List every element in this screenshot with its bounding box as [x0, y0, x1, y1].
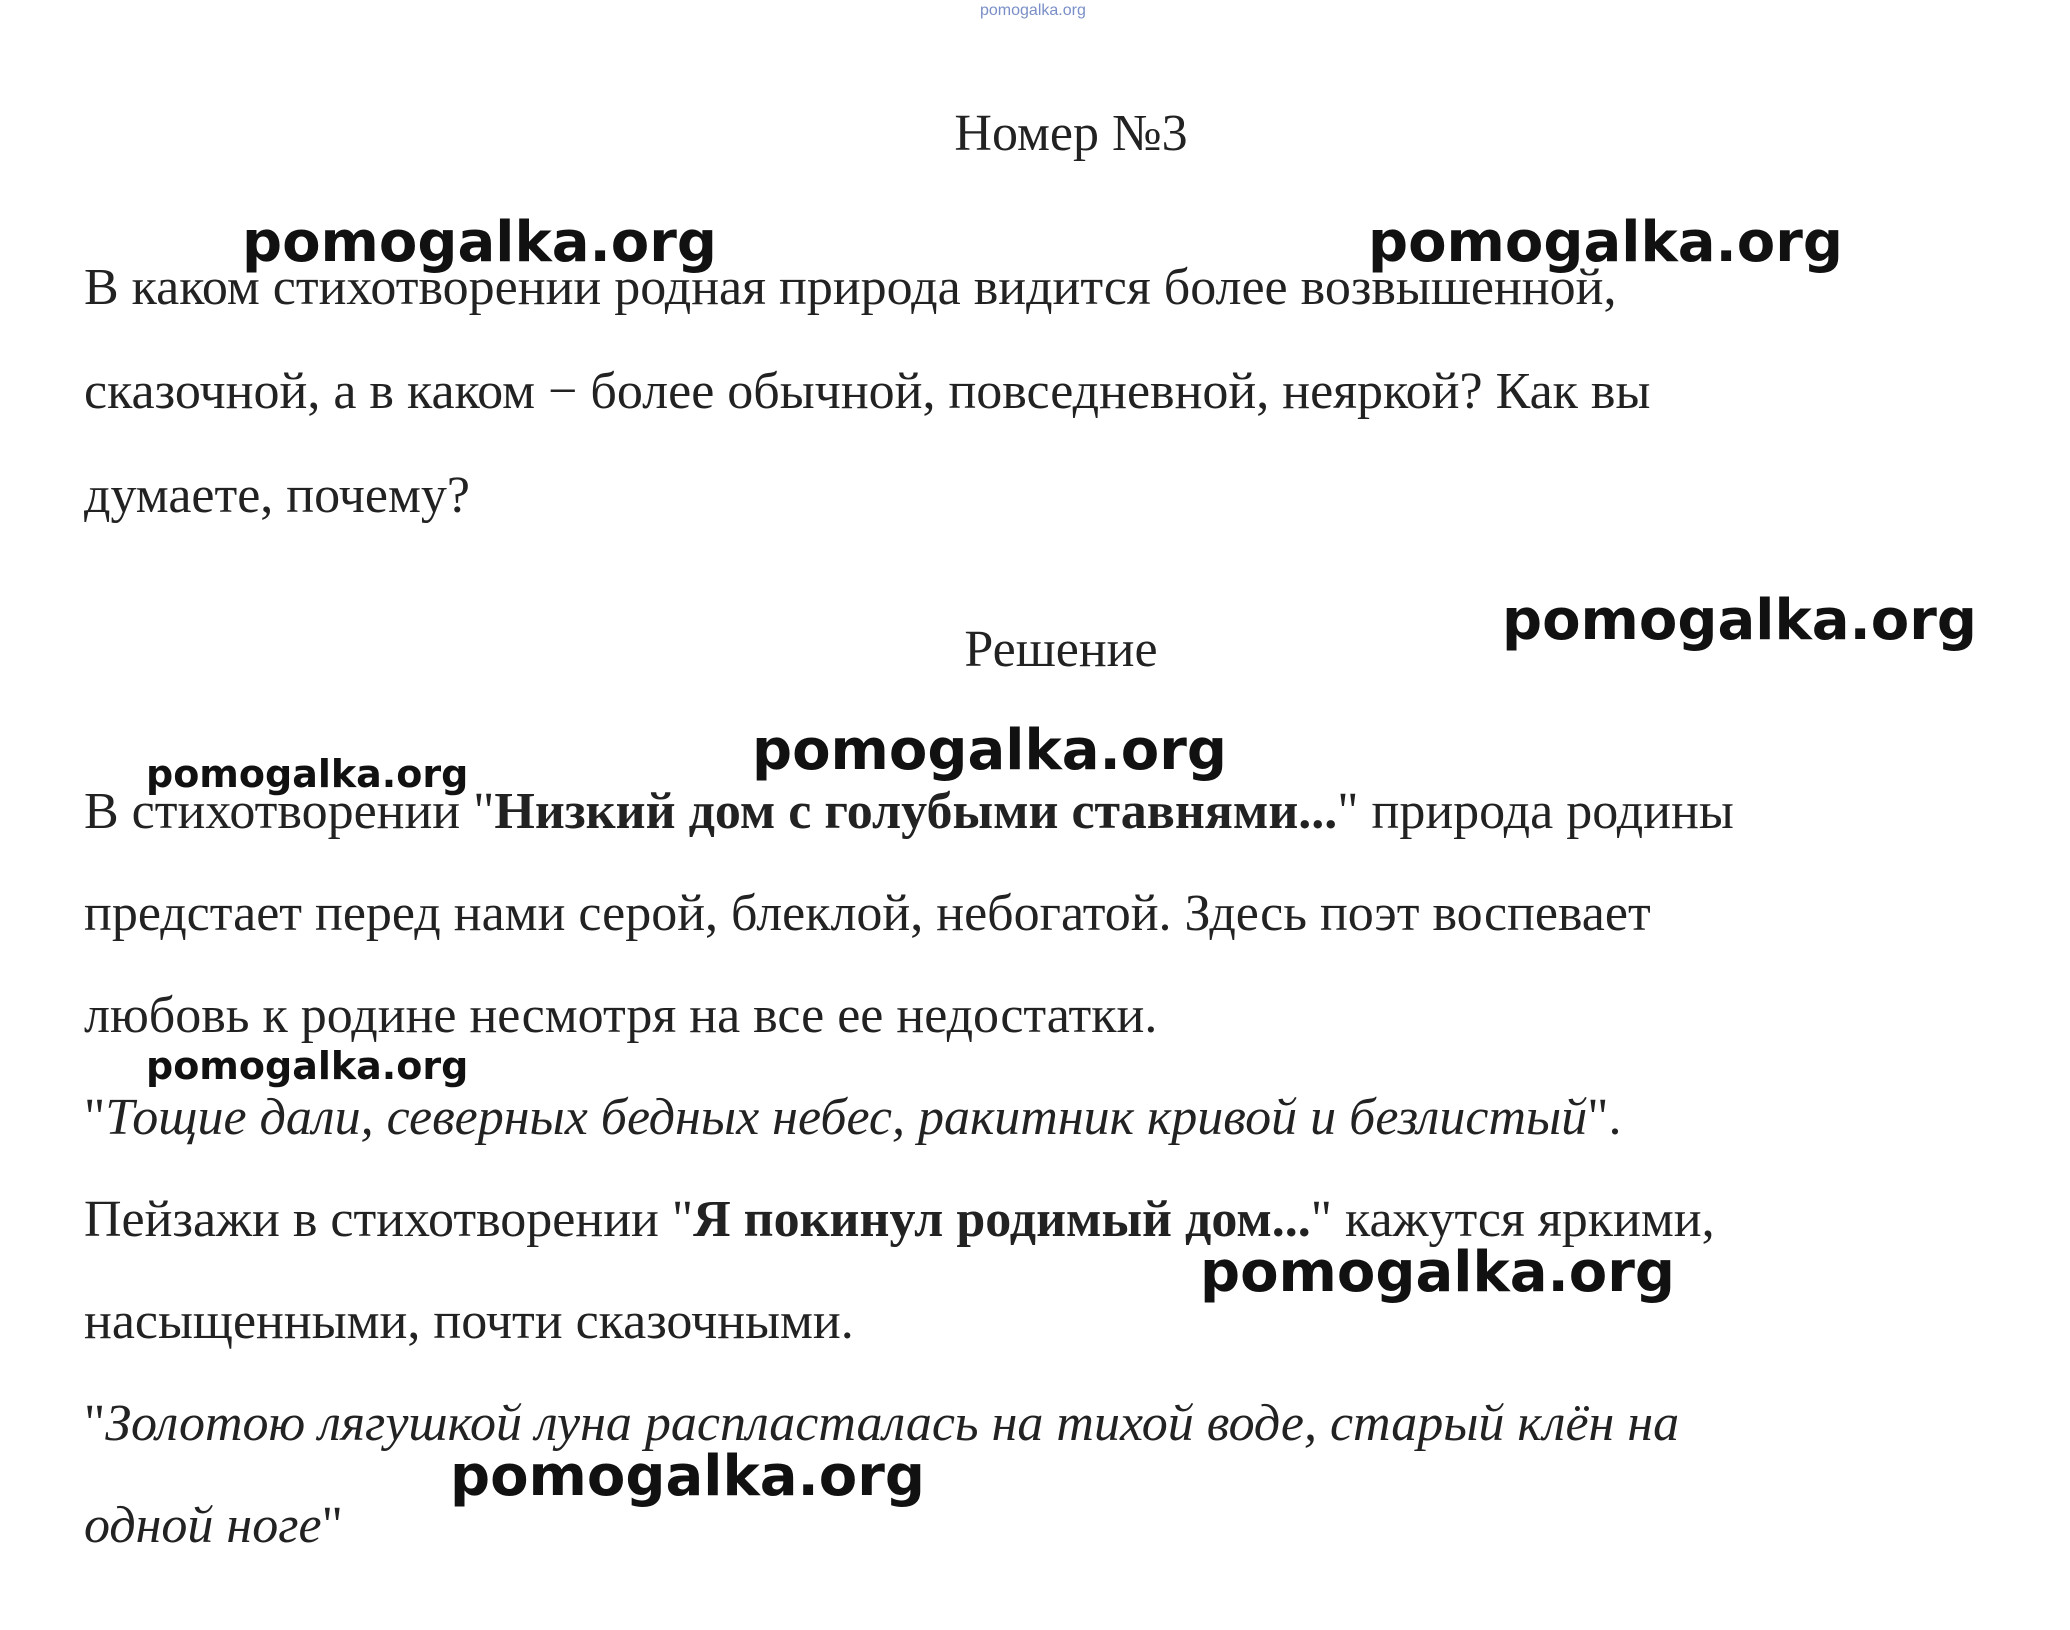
poem-title-2: Я покинул родимый дом... [693, 1191, 1311, 1248]
answer-paragraph-2: предстает перед нами серой, блеклой, небогатой. Здесь поэт воспевает [84, 885, 1651, 942]
quote-1 [84, 1088, 1621, 1148]
quote-2-text-1: Золотою лягушкой луна распласталась на тихой воде, старый клён на [105, 1395, 1680, 1452]
poem-title-1: Низкий дом с голубыми ставнями... [494, 783, 1338, 840]
answer-p4-prefix: Пейзажи в стихотворении " [84, 1191, 694, 1248]
quote-1-open: " [84, 1089, 106, 1146]
quote-2-open: " [84, 1395, 106, 1452]
quote-1-close: ". [1587, 1089, 1622, 1146]
watermark: pomogalka.org [450, 1444, 925, 1509]
answer-p1-prefix: В стихотворении " [84, 783, 495, 840]
watermark: pomogalka.org [146, 1044, 469, 1088]
answer-p1-suffix: " природа родины [1337, 783, 1734, 840]
watermark: pomogalka.org [1368, 210, 1843, 275]
site-link[interactable]: pomogalka.org [980, 2, 1086, 19]
quote-2-line-2 [84, 1496, 343, 1556]
quote-2-close: " [321, 1497, 343, 1554]
watermark: pomogalka.org [752, 718, 1227, 783]
answer-paragraph-5: насыщенными, почти сказочными. [84, 1293, 854, 1350]
question-line-1: В каком стихотворении родная природа видится более возвышенной, [84, 259, 1617, 316]
question-line-3: думаете, почему? [84, 467, 470, 524]
watermark: pomogalka.org [146, 752, 469, 796]
watermark: pomogalka.org [242, 210, 717, 275]
page-title: Номер №3 [954, 105, 1188, 162]
answer-p4-suffix: " кажутся яркими, [1310, 1191, 1715, 1248]
quote-1-text: Тощие дали, северных бедных небес, ракитник кривой и безлистый [105, 1089, 1588, 1146]
answer-paragraph-3: любовь к родине несмотря на все ее недостатки. [84, 987, 1158, 1044]
question-line-2: сказочной, а в каком − более обычной, повседневной, неяркой? Как вы [84, 363, 1651, 420]
quote-2-text-2: одной ноге [84, 1497, 322, 1554]
watermark: pomogalka.org [1200, 1240, 1675, 1305]
solution-heading: Решение [964, 621, 1158, 678]
watermark: pomogalka.org [1502, 588, 1977, 653]
